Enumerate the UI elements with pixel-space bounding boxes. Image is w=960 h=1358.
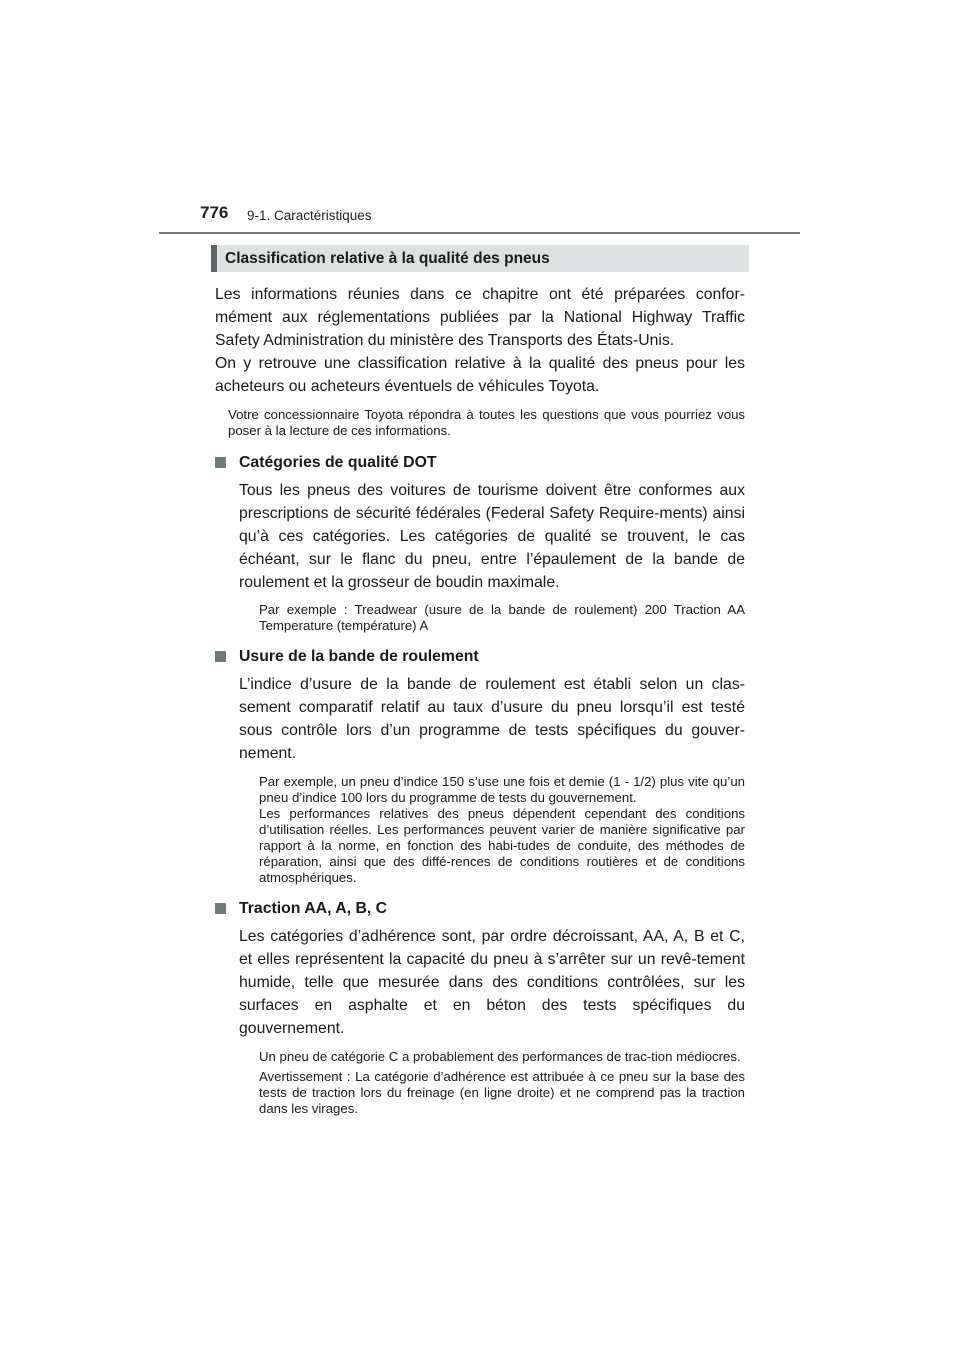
subsection-note: Par exemple, un pneu d’indice 150 s’use une fois et demie (1 - 1/2) plus vite qu’un pneu d’indice 100 lors du programme de tests du gouvernement. bbox=[259, 774, 745, 805]
subsection-dot-grades bbox=[215, 452, 745, 634]
intro-paragraph-2: On y retrouve une classification relative à la qualité des pneus pour les acheteurs ou acheteurs éventuels de véhicules Toyota. bbox=[215, 355, 745, 395]
subsection-heading bbox=[215, 898, 745, 920]
subsection-note-2: Les performances relatives des pneus dépendent cependant des conditions d’utilisation réelles. Les performances peuvent varier de manière significative par rapport à la norme, en fonction des habi-tudes de conduite, des méthodes de réparation, ainsi que des diffé-rences de conditions routières et de conditions atmosphériques. bbox=[259, 806, 745, 885]
subsection-traction bbox=[215, 898, 745, 1117]
header-divider bbox=[159, 232, 800, 234]
subsection-note-2: Avertissement : La catégorie d’adhérence est attribuée à ce pneu sur la base des tests de traction lors du freinage (en ligne droite) et ne comprend pas la traction dans les virages. bbox=[259, 1069, 745, 1116]
subsection-heading bbox=[215, 646, 745, 668]
intro-paragraph: Les informations réunies dans ce chapitre ont été préparées confor-mément aux réglementations publiées par la National Highway Traffic Safety Administration du ministère des Transports des États-Unis. bbox=[215, 286, 745, 349]
subsection-heading bbox=[215, 452, 745, 474]
square-bullet-icon bbox=[215, 903, 226, 914]
subsection-title: Traction AA, A, B, C bbox=[239, 900, 388, 917]
subsection-title: Usure de la bande de roulement bbox=[239, 648, 479, 665]
section-heading-bar bbox=[211, 245, 749, 272]
section-heading-accent bbox=[211, 245, 217, 272]
page-number: 776 bbox=[200, 203, 229, 222]
subsection-body: Les catégories d’adhérence sont, par ordre décroissant, AA, A, B et C, et elles représentent la capacité du pneu à s’arrêter sur un revê-tement humide, telle que mesurée dans des conditions contrôlées, sur les surfaces en asphalte et en béton des tests spécifiques du gouvernement. bbox=[239, 928, 745, 1037]
subsection-note: Par exemple : Treadwear (usure de la bande de roulement) 200 Traction AA Temperature (température) A bbox=[259, 602, 745, 633]
subsection-treadwear bbox=[215, 646, 745, 886]
subsection-body: L’indice d’usure de la bande de roulement est établi selon un clas-sement comparatif relatif au taux d’usure du pneu lorsqu’il est testé sous contrôle lors d’un programme de tests spécifiques du gouver-nement. bbox=[239, 676, 745, 762]
section-title: Classification relative à la qualité des pneus bbox=[225, 250, 550, 267]
section-content bbox=[215, 283, 745, 1117]
subsection-note: Un pneu de catégorie C a probablement des performances de trac-tion médiocres. bbox=[259, 1049, 741, 1064]
square-bullet-icon bbox=[215, 457, 226, 468]
intro-note: Votre concessionnaire Toyota répondra à toutes les questions que vous pourriez vous poser à la lecture de ces informations. bbox=[228, 407, 745, 438]
square-bullet-icon bbox=[215, 651, 226, 662]
subsection-body: Tous les pneus des voitures de tourisme doivent être conformes aux prescriptions de sécurité fédérales (Federal Safety Require-ments) ainsi qu’à ces catégories. Les catégories de qualité se trouvent, le cas échéant, sur le flanc du pneu, entre l’épaulement de la bande de roulement et la grosseur de boudin maximale. bbox=[239, 482, 745, 591]
subsection-title: Catégories de qualité DOT bbox=[239, 454, 437, 471]
chapter-title: 9-1. Caractéristiques bbox=[247, 208, 372, 223]
